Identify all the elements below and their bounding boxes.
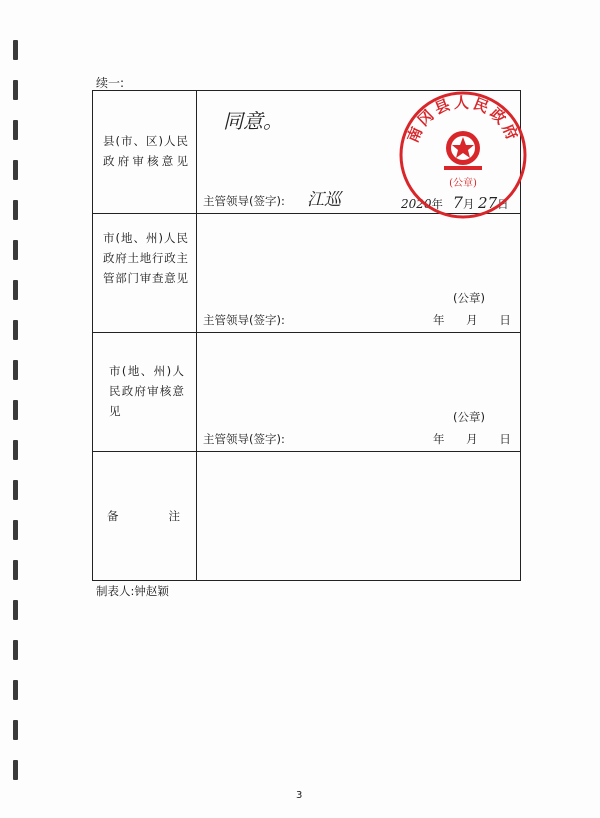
date-day: 27	[478, 194, 498, 212]
table-row	[93, 214, 521, 333]
date-row	[401, 193, 509, 212]
continue-label: 续一:	[96, 76, 125, 90]
seal-text: 南冈县人民政府	[403, 93, 523, 146]
day-suffix: 日	[499, 432, 511, 446]
month-suffix: 月	[462, 197, 475, 211]
date-row	[433, 312, 511, 328]
year-suffix: 年	[433, 432, 445, 446]
seal-label: (公章)	[453, 291, 485, 305]
seal-subtext: (公章)	[449, 178, 477, 189]
handwritten-signature: 江巡	[307, 190, 341, 210]
row-label: 备注	[107, 509, 180, 523]
row-label: 市(地、州)人民政府审核意见	[109, 364, 184, 418]
seal-label: (公章)	[453, 410, 485, 424]
year-suffix: 年	[433, 313, 445, 327]
row-label-cell	[93, 452, 197, 581]
row-label: 县(市、区)人民政府审核意见	[103, 134, 188, 168]
row-label-cell	[93, 333, 197, 452]
row-label-cell	[93, 214, 197, 333]
table-row	[93, 452, 521, 581]
sign-label: 主管领导(签字):	[203, 313, 285, 327]
row-label-cell	[93, 91, 197, 214]
row-label: 市(地、州)人民政府土地行政主管部门审查意见	[103, 231, 188, 285]
opinion-cell	[197, 333, 521, 452]
maker-label: 制表人:钟赵颖	[96, 584, 169, 598]
review-form-table	[92, 90, 521, 581]
table-row	[93, 91, 521, 214]
day-suffix: 日	[497, 197, 509, 211]
opinion-cell	[197, 214, 521, 333]
day-suffix: 日	[499, 313, 511, 327]
month-suffix: 月	[466, 313, 478, 327]
sign-label: 主管领导(签字):	[203, 432, 285, 446]
opinion-cell	[197, 91, 521, 214]
year-suffix: 年	[431, 197, 444, 211]
date-row	[433, 431, 511, 447]
table-row	[93, 333, 521, 452]
date-month: 7	[452, 193, 463, 212]
handwritten-opinion: 同意。	[223, 109, 283, 133]
page-number: 3	[296, 790, 303, 801]
remarks-cell	[197, 452, 521, 581]
binding-holes	[13, 40, 23, 780]
month-suffix: 月	[466, 432, 478, 446]
sign-label: 主管领导(签字):	[203, 194, 285, 208]
date-year: 2020	[401, 197, 432, 211]
